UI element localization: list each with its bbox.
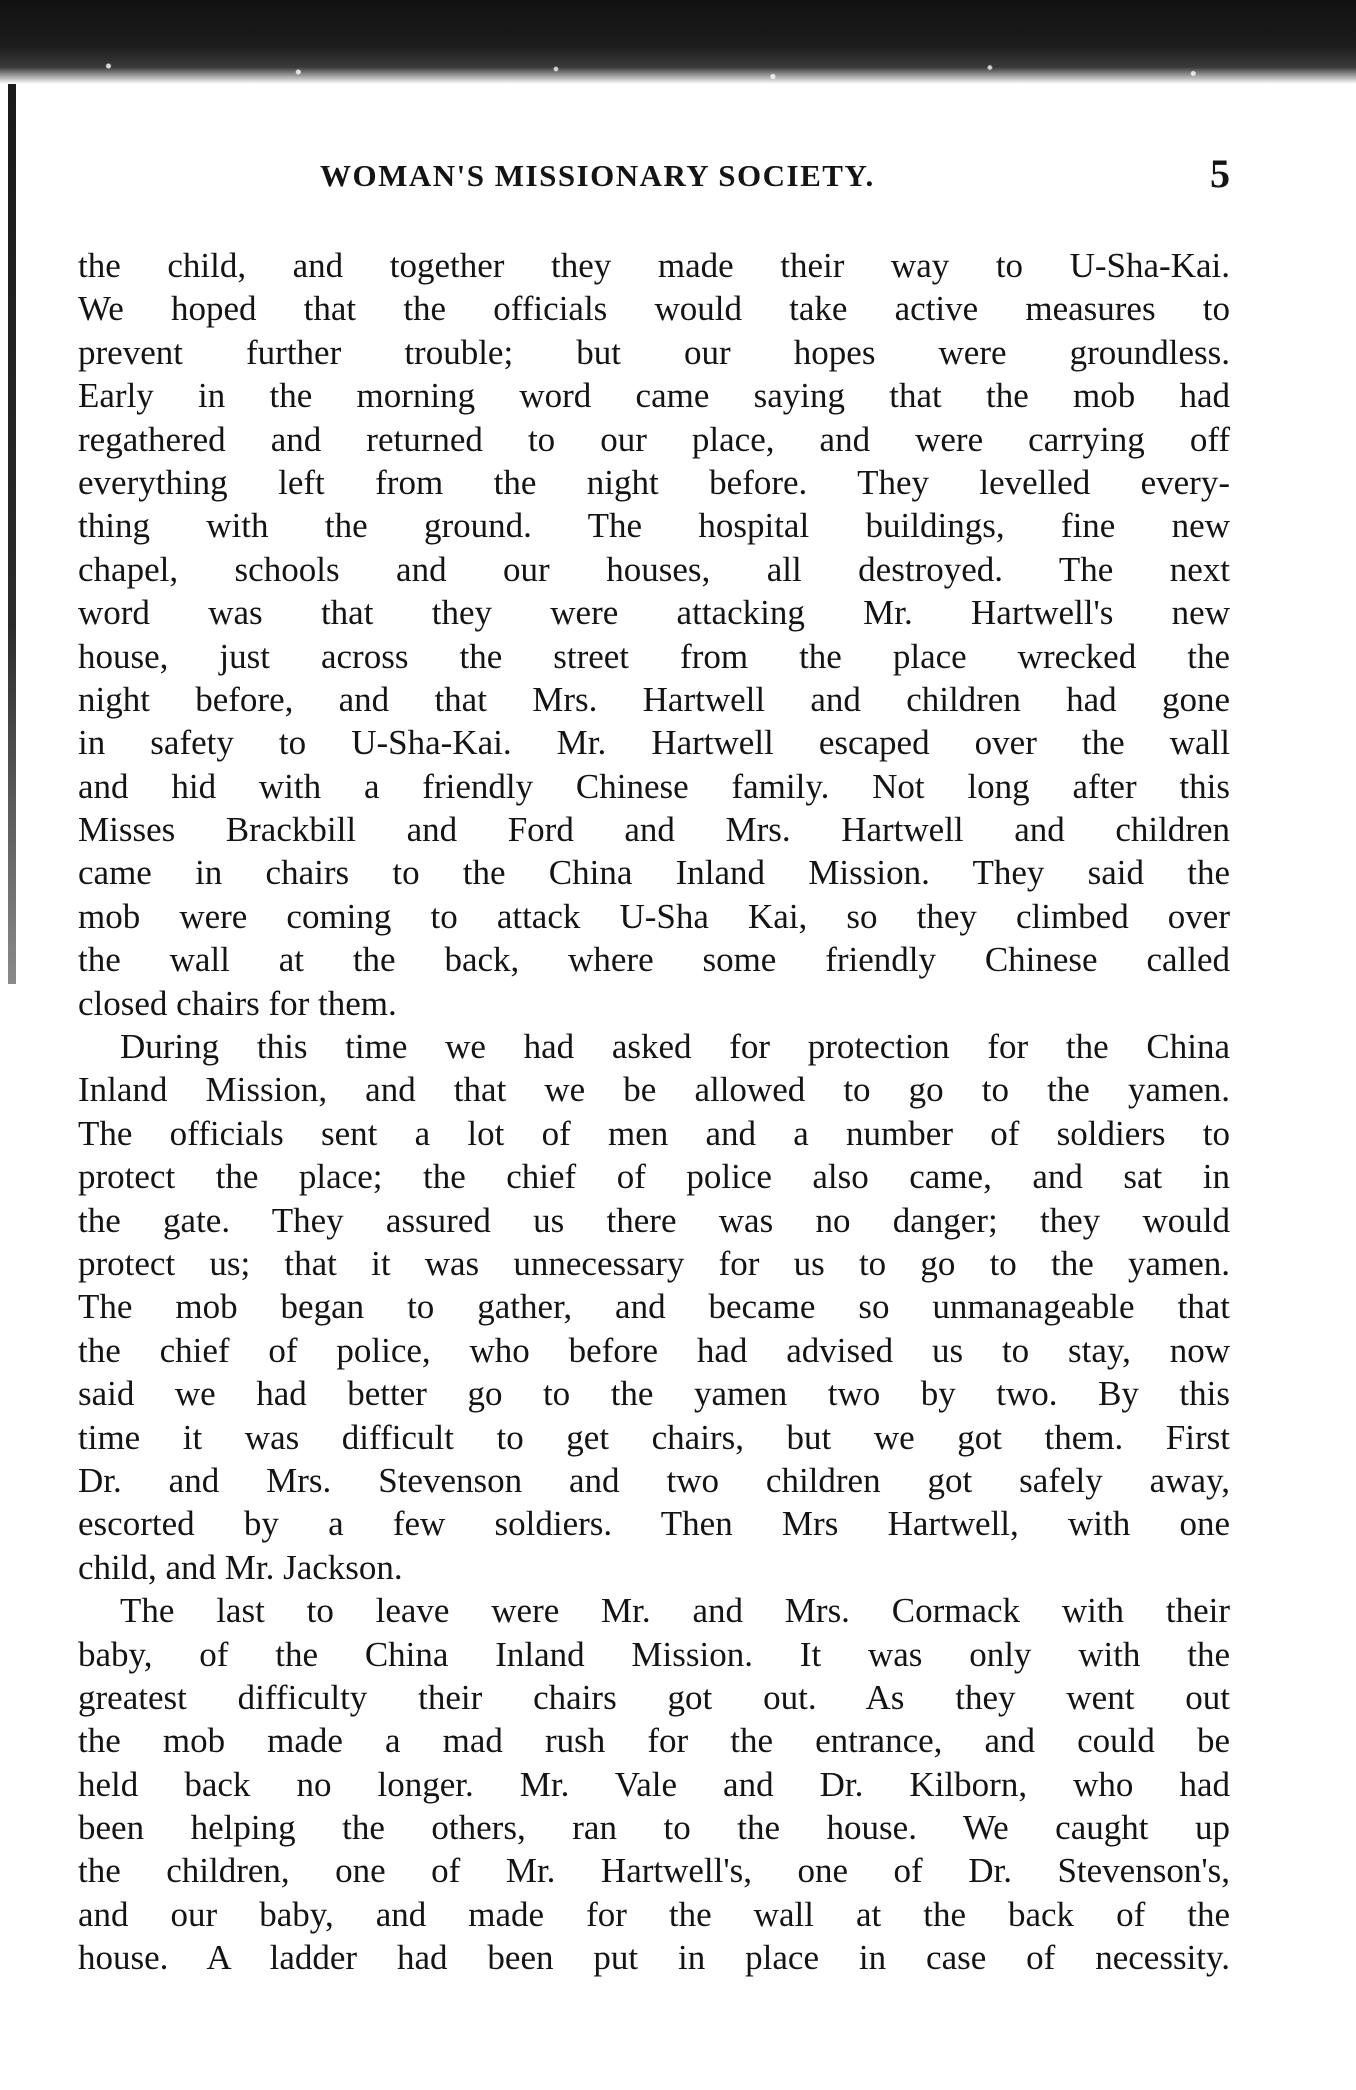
text-line: greatest difficulty their chairs got out. As they went out — [78, 1677, 1230, 1717]
text-line: prevent further trouble; but our hopes were groundless. — [78, 332, 1230, 372]
text-line: house. A ladder had been put in place in case of necessity. — [78, 1938, 1230, 1978]
text-line-paragraph-end: child, and Mr. Jackson. — [78, 1547, 403, 1587]
text-line: everything left from the night before. They levelled every- — [78, 462, 1230, 502]
page-header — [80, 150, 1260, 200]
text-line: the children, one of Mr. Hartwell's, one of Dr. Stevenson's, — [78, 1851, 1230, 1891]
text-line: word was that they were attacking Mr. Hartwell's new — [78, 593, 1230, 633]
running-head: WOMAN'S MISSIONARY SOCIETY. — [320, 158, 875, 193]
text-line: We hoped that the officials would take active measures to — [78, 289, 1230, 329]
text-line: Early in the morning word came saying that the mob had — [78, 376, 1230, 416]
text-line: and our baby, and made for the wall at the back of the — [78, 1894, 1230, 1934]
body-text — [78, 244, 1230, 1980]
text-line: mob were coming to attack U-Sha Kai, so they climbed over — [78, 896, 1230, 936]
text-line: escorted by a few soldiers. Then Mrs Hartwell, with one — [78, 1504, 1230, 1544]
text-line: house, just across the street from the place wrecked the — [78, 636, 1230, 676]
text-line: held back no longer. Mr. Vale and Dr. Kilborn, who had — [78, 1764, 1230, 1804]
text-line: time it was difficult to get chairs, but we got them. First — [78, 1417, 1230, 1457]
text-line: Dr. and Mrs. Stevenson and two children got safely away, — [78, 1460, 1230, 1500]
text-line: thing with the ground. The hospital buildings, fine new — [78, 506, 1230, 546]
text-line: the gate. They assured us there was no danger; they would — [78, 1200, 1230, 1240]
text-line: the mob made a mad rush for the entrance, and could be — [78, 1721, 1230, 1761]
text-line-paragraph-start: During this time we had asked for protection for the China — [120, 1027, 1230, 1067]
text-line: the chief of police, who before had advised us to stay, now — [78, 1330, 1230, 1370]
text-line: night before, and that Mrs. Hartwell and children had gone — [78, 679, 1230, 719]
text-line: chapel, schools and our houses, all destroyed. The next — [78, 549, 1230, 589]
text-line: The officials sent a lot of men and a number of soldiers to — [78, 1113, 1230, 1153]
text-line: protect us; that it was unnecessary for us to go to the yamen. — [78, 1243, 1230, 1283]
text-line: said we had better go to the yamen two by two. By this — [78, 1374, 1230, 1414]
text-line: in safety to U-Sha-Kai. Mr. Hartwell escaped over the wall — [78, 723, 1230, 763]
scan-noise — [0, 60, 1356, 90]
text-line: came in chairs to the China Inland Mission. They said the — [78, 853, 1230, 893]
text-line: Misses Brackbill and Ford and Mrs. Hartwell and children — [78, 810, 1230, 850]
text-line: protect the place; the chief of police also came, and sat in — [78, 1157, 1230, 1197]
text-line: the child, and together they made their way to U-Sha-Kai. — [78, 246, 1230, 285]
text-line: and hid with a friendly Chinese family. Not long after this — [78, 766, 1230, 806]
text-line: been helping the others, ran to the house. We caught up — [78, 1808, 1230, 1848]
text-line-paragraph-start: The last to leave were Mr. and Mrs. Cormack with their — [120, 1591, 1230, 1631]
page-number: 5 — [1210, 151, 1230, 196]
text-line: the wall at the back, where some friendly Chinese called — [78, 940, 1230, 980]
text-line: regathered and returned to our place, and were carrying off — [78, 419, 1230, 459]
text-line: The mob began to gather, and became so unmanageable that — [78, 1287, 1230, 1327]
text-line-paragraph-end: closed chairs for them. — [78, 983, 397, 1023]
scan-border-left — [8, 84, 16, 984]
text-line: baby, of the China Inland Mission. It was only with the — [78, 1634, 1230, 1674]
text-line: Inland Mission, and that we be allowed to go to the yamen. — [78, 1070, 1230, 1110]
